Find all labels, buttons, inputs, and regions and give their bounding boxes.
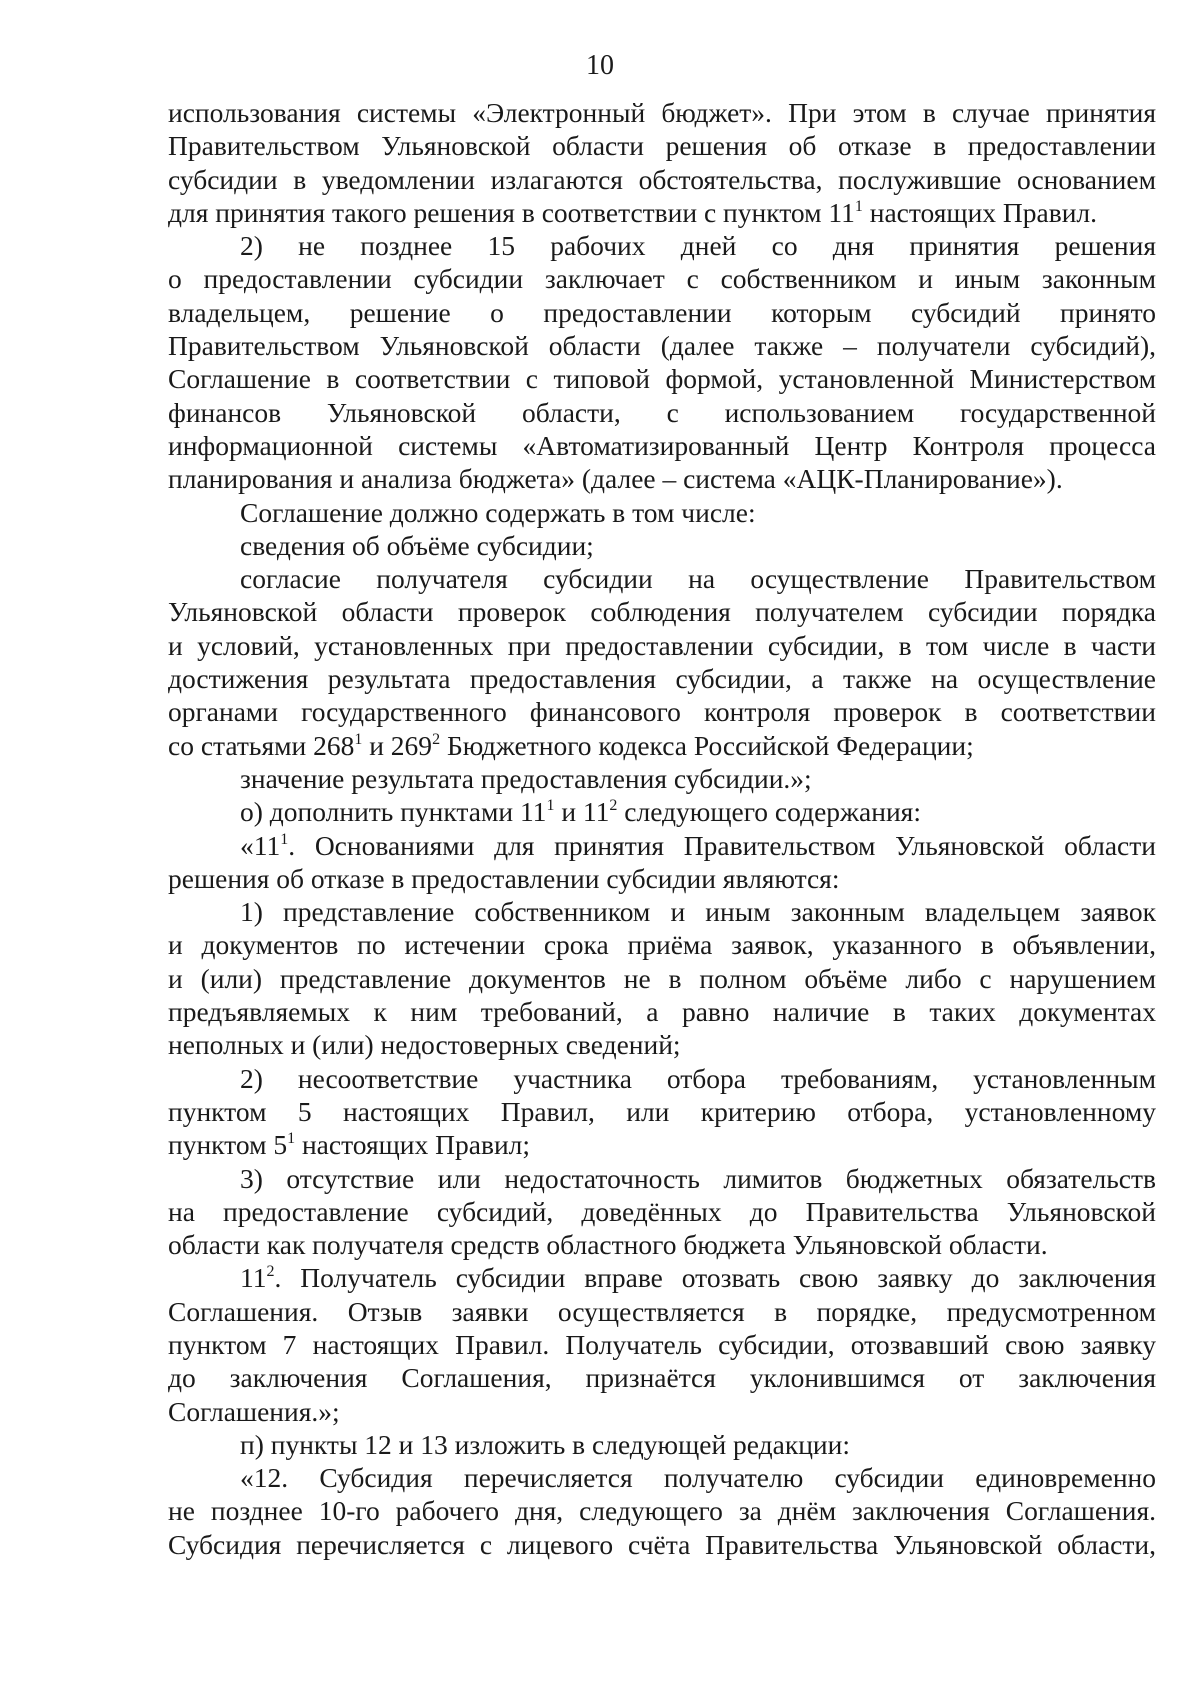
text-line: согласие получателя субсидии на осуществление Правительством: [240, 563, 1156, 595]
text-line: и условий, установленных при предоставлении субсидии, в том числе в части: [168, 629, 1156, 661]
text-line: достижения результата предоставления субсидии, а также на осуществление: [168, 663, 1156, 695]
text-line: предъявляемых к ним требований, а равно наличие в таких документах: [168, 996, 1156, 1028]
text-line: «12. Субсидия перечисляется получателю субсидии единовременно: [240, 1462, 1156, 1494]
text-line: значение результата предоставления субсидии.»;: [240, 762, 812, 794]
superscript: 1: [280, 830, 289, 848]
text-line: Соглашения. Отзыв заявки осуществляется в порядке, предусмотренном: [168, 1295, 1156, 1327]
superscript: 2: [266, 1263, 275, 1281]
text-line: пунктом 5 настоящих Правил, или критерию отбора, установленному: [168, 1095, 1156, 1127]
text-line: неполных и (или) недостоверных сведений;: [168, 1029, 681, 1061]
text-line: сведения об объёме субсидии;: [240, 529, 594, 561]
text-line: 2) несоответствие участника отбора требованиям, установленным: [240, 1062, 1156, 1094]
text-line: на предоставление субсидий, доведённых до Правительства Ульяновской: [168, 1195, 1156, 1227]
text-line: использования системы «Электронный бюджет». При этом в случае принятия: [168, 97, 1156, 128]
text-line: Соглашение в соответствии с типовой формой, установленной Министерством: [168, 363, 1156, 395]
text-line: информационной системы «Автоматизированный Центр Контроля процесса: [168, 429, 1156, 461]
paragraph-item-2-first-line: 2) не позднее 15 рабочих дней со дня принятия решения: [240, 230, 1156, 262]
text-line: п) пункты 12 и 13 изложить в следующей редакции:: [240, 1428, 850, 1460]
text-line: Правительством Ульяновской области решения об отказе в предоставлении: [168, 130, 1156, 162]
page-number: 10: [586, 50, 614, 81]
text-line: Субсидия перечисляется с лицевого счёта Правительства Ульяновской области,: [168, 1528, 1156, 1560]
text-line: пунктом 7 настоящих Правил. Получатель субсидии, отозвавший свою заявку: [168, 1328, 1156, 1360]
superscript: 2: [609, 797, 618, 815]
text-line: решения об отказе в предоставлении субсидии являются:: [168, 862, 840, 894]
text-line: финансов Ульяновской области, с использованием государственной: [168, 396, 1156, 428]
superscript: 1: [546, 797, 555, 815]
text-line: со статьями $268^1$ и $269^2$ Бюджетного кодекса Российской Федерации;: [168, 729, 974, 761]
text-line: 1) представление собственником и иным законным владельцем заявок: [240, 896, 1156, 928]
text-line: Соглашения.»;: [168, 1395, 340, 1427]
superscript: 1: [854, 197, 863, 215]
text-line: и документов по истечении срока приёма заявок, указанного в объявлении,: [168, 929, 1156, 961]
text-line: $11^2$. Получатель субсидии вправе отозвать свою заявку до заключения: [240, 1262, 1156, 1294]
text-line: Ульяновской области проверок соблюдения получателем субсидии порядка: [168, 596, 1156, 628]
text-line: о предоставлении субсидии заключает с собственником и иным законным: [168, 263, 1156, 295]
text-line: не позднее 10-го рабочего дня, следующего за днём заключения Соглашения.: [168, 1495, 1156, 1527]
superscript: 1: [287, 1130, 296, 1148]
text-line: о) дополнить пунктами $11^1$ и $11^2$ следующего содержания:: [240, 796, 921, 828]
text-line: 3) отсутствие или недостаточность лимитов бюджетных обязательств: [240, 1162, 1156, 1194]
text-line: и (или) представление документов не в полном объёме либо с нарушением: [168, 962, 1156, 994]
text-line: для принятия такого решения в соответствии с пунктом $11^1$ настоящих Правил.: [168, 196, 1098, 228]
superscript: 1: [354, 730, 363, 748]
text-line: субсидии в уведомлении излагаются обстоятельства, послужившие основанием: [168, 163, 1156, 195]
text-line: Правительством Ульяновской области (далее также – получатели субсидий),: [168, 330, 1156, 362]
text-line: Соглашение должно содержать в том числе:: [240, 496, 756, 528]
text-line: планирования и анализа бюджета» (далее – система «АЦК-Планирование»).: [168, 463, 1063, 495]
text-line: органами государственного финансового контроля проверок в соответствии: [168, 696, 1156, 728]
text-line: пунктом $5^1$ настоящих Правил;: [168, 1129, 531, 1161]
text-line: до заключения Соглашения, признаётся уклонившимся от заключения: [168, 1362, 1156, 1394]
document-body: [168, 96, 1156, 1561]
text-line: владельцем, решение о предоставлении которым субсидий принято: [168, 296, 1156, 328]
superscript: 2: [432, 730, 441, 748]
text-line: «$11^1$. Основаниями для принятия Правительством Ульяновской области: [240, 829, 1156, 861]
text-line: области как получателя средств областного бюджета Ульяновской области.: [168, 1229, 1048, 1261]
